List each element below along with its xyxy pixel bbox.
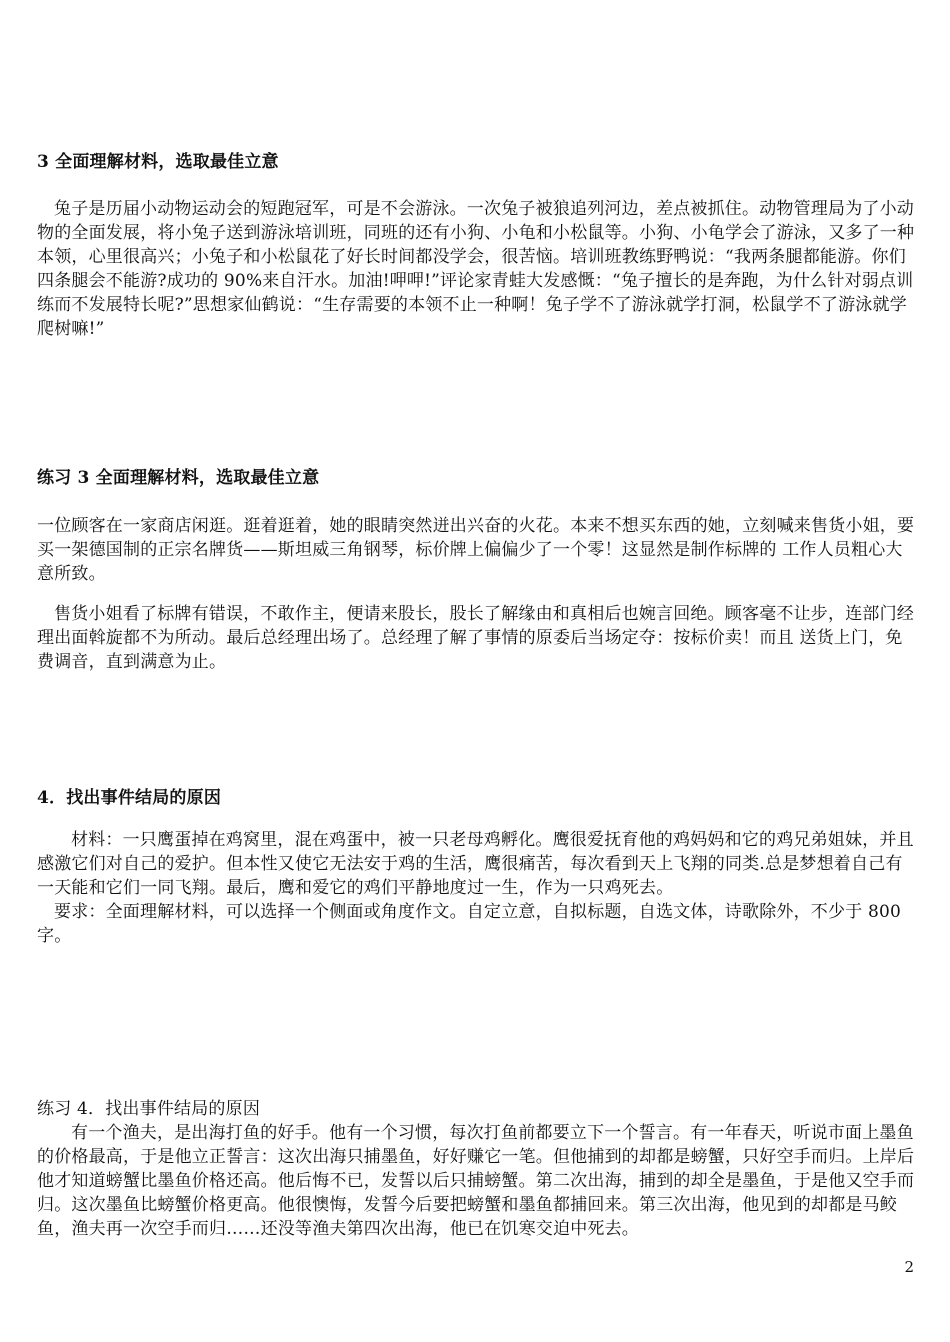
exercise3-paragraph-1: 一位顾客在一家商店闲逛。逛着逛着，她的眼睛突然迸出兴奋的火花。本来不想买东西的她，立刻喊来售货小姐，要买一架德国制的正宗名牌货——斯坦威三角钢琴，标价牌上偏偏少了一个零！这显然是制作标牌的 工作人员粗心大意所致。 xyxy=(37,516,915,584)
exercise4-heading: 练习 4．找出事件结局的原因 xyxy=(37,1099,261,1119)
page-number: 2 xyxy=(904,1258,914,1276)
exercise3-heading: 练习 3 全面理解材料，选取最佳立意 xyxy=(37,468,320,488)
exercise3-paragraph-2: 售货小姐看了标牌有错误，不敢作主，便请来股长，股长了解缘由和真相后也婉言回绝。顾客毫不让步，连部门经理出面斡旋都不为所动。最后总经理出场了。总经理了解了事情的原委后当场定夺：按标价卖！而且 送货上门，免费调音，直到满意为止。 xyxy=(37,604,914,672)
exercise4-paragraph: 有一个渔夫，是出海打鱼的好手。他有一个习惯，每次打鱼前都要立下一个誓言。有一年春天，听说市面上墨鱼的价格最高，于是他立正誓言：这次出海只捕墨鱼，好好赚它一笔。但他捕到的却都是螃蟹，只好空手而归。上岸后他才知道螃蟹比墨鱼价格还高。他后悔不已，发誓以后只捕螃蟹。第二次出海，捕到的却全是墨鱼，于是他又空手而归。这次墨鱼比螃蟹价格更高。他很懊悔，发誓今后要把螃蟹和墨鱼都捕回来。第三次出海，他见到的却都是马鲛鱼，渔夫再一次空手而归……还没等渔夫第四次出海，他已在饥寒交迫中死去。 xyxy=(37,1123,915,1239)
section4-heading: 4．找出事件结局的原因 xyxy=(37,788,222,808)
section3-paragraph: 兔子是历届小动物运动会的短跑冠军，可是不会游泳。一次兔子被狼追列河边，差点被抓住。动物管理局为了小动物的全面发展，将小兔子送到游泳培训班，同班的还有小狗、小龟和小松鼠等。小狗、小龟学会了游泳，又多了一种本领，心里很高兴；小兔子和小松鼠花了好长时间都没学会，很苦恼。培训班教练野鸭说：“我两条腿都能游。你们四条腿会不能游?成功的 90%来自汗水。加油!呷呷!”评论家青蛙大发感慨：“兔子擅长的是奔跑，为什么针对弱点训练而不发展特长呢?”思想家仙鹤说：“生存需要的本领不止一种啊！兔子学不了游泳就学打洞，松鼠学不了游泳就学爬树嘛!” xyxy=(37,199,915,339)
section4-material: 材料：一只鹰蛋掉在鸡窝里，混在鸡蛋中，被一只老母鸡孵化。鹰很爱抚育他的鸡妈妈和它的鸡兄弟姐妹，并且感激它们对自己的爱护。但本性又使它无法安于鸡的生活，鹰很痛苦，每次看到天上飞翔的同类.总是梦想着自己有一天能和它们一同飞翔。最后，鹰和爱它的鸡们平静地度过一生，作为一只鸡死去。 xyxy=(37,830,914,898)
section3-heading: 3 全面理解材料，选取最佳立意 xyxy=(37,152,279,172)
section4-requirement: 要求：全面理解材料，可以选择一个侧面或角度作文。自定立意，自拟标题，自选文体，诗歌除外，不少于 800 字。 xyxy=(37,902,902,946)
